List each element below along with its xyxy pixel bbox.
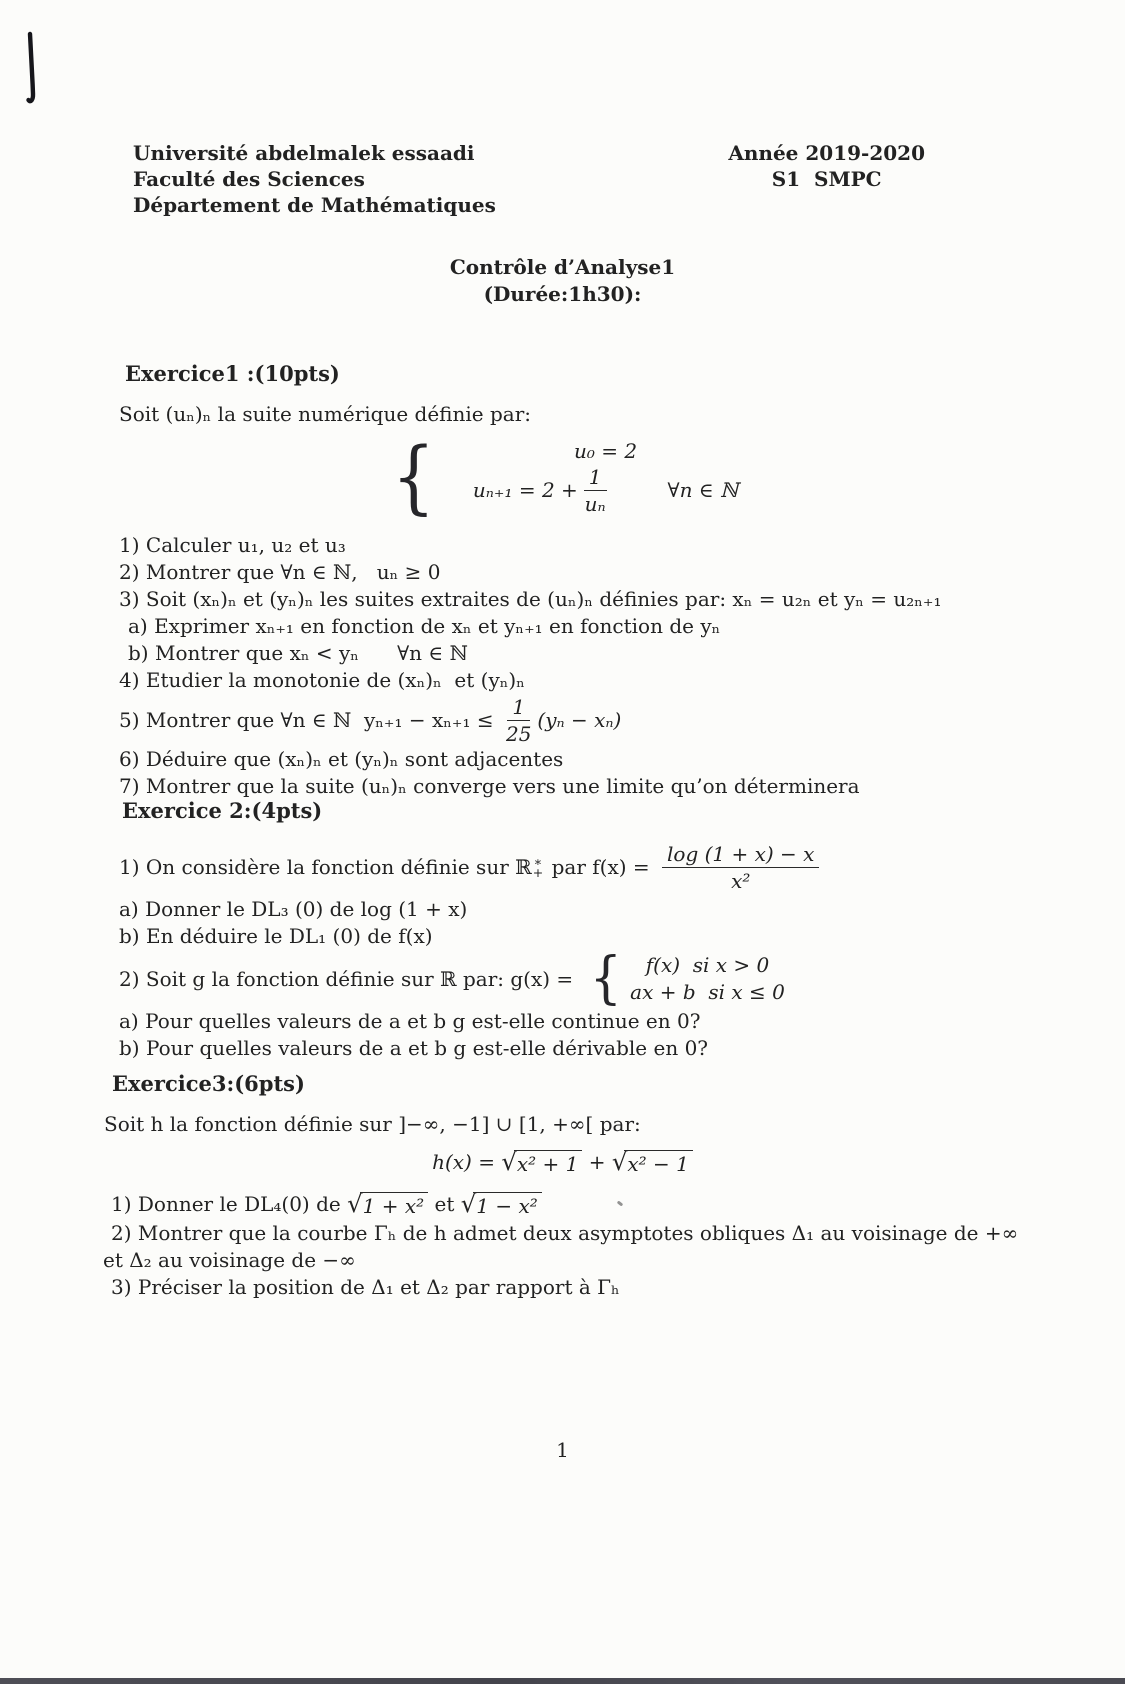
radicand: x² + 1 [514,1150,583,1175]
system-eq2 [473,465,738,516]
ex3-item-2-line2: et Δ₂ au voisinage de −∞ [103,1248,356,1272]
ex1-item-2: 2) Montrer que ∀n ∈ ℕ, uₙ ≥ 0 [119,560,441,584]
cases [630,952,785,1006]
formula-lhs: h(x) = [432,1150,502,1174]
radical-sign: √ [501,1146,517,1176]
page-number: 1 [556,1438,569,1462]
program-code: S1 SMPC [771,167,882,191]
recurrence-system [0,430,1125,523]
ex3-item-3: 3) Préciser la position de Δ₁ et Δ₂ par rapport à Γₕ [111,1275,620,1299]
document-header [133,140,925,218]
faculty-name: Faculté des Sciences [133,167,365,191]
ex1-item-1: 1) Calculer u₁, u₂ et u₃ [119,533,346,557]
system-eq1: u₀ = 2 [574,438,638,463]
fraction-denominator: 25 [505,721,532,746]
ex1-item-5 [0,694,1125,746]
university-name: Université abdelmalek essaadi [133,141,475,165]
exercise-2 [0,797,1125,1062]
fraction-numerator: 1 [584,465,607,491]
ex1-item-3a: a) Exprimer xₙ₊₁ en fonction de xₙ et yₙ₊₁ en fonction de yₙ [128,614,721,638]
scan-bottom-edge [0,1678,1125,1684]
system-equations [473,439,738,516]
ex2-item-1 [0,838,1125,896]
exam-title: Contrôle d’Analyse1 [449,255,676,279]
set-symbol: ℝ [515,855,532,879]
radical-sign: √ [347,1188,363,1218]
fraction [662,842,819,893]
institution-block [133,140,496,218]
radicand: 1 + x² [360,1192,429,1217]
ex2-item-2a: a) Pour quelles valeurs de a et b g est-elle continue en 0? [119,1009,701,1033]
case-2: ax + b si x ≤ 0 [630,980,785,1004]
fraction-denominator: x² [731,868,751,893]
exercise-3-intro: Soit h la fonction définie sur ]−∞, −1] ∪ [1, +∞[ par: [104,1112,641,1136]
ex2-item-1b: b) En déduire le DL₁ (0) de f(x) [119,924,433,948]
exercise-3 [0,1070,1125,1301]
formula-operator: + [582,1150,612,1174]
ex3-item-1-mid: et [428,1192,461,1216]
set-superscript: ∗ [533,854,543,869]
ex1-item-5-post: (yₙ − xₙ) [537,708,622,732]
ex1-item-6: 6) Déduire que (xₙ)ₙ et (yₙ)ₙ sont adjacentes [119,747,564,771]
fraction-numerator: 1 [507,695,530,721]
system-eq2-lhs: uₙ₊₁ = 2 + [472,478,578,502]
set-subscript: + [532,865,544,880]
exercise-2-heading: Exercice 2:(4pts) [122,798,323,823]
fraction-numerator: log (1 + x) − x [662,842,819,868]
ex3-item-1 [0,1188,1125,1220]
ex2-item-2-pre: 2) Soit g la fonction définie sur ℝ par: g(x) = [119,967,580,991]
scan-artifact-mark [617,1200,624,1206]
ex3-item-2-line1: 2) Montrer que la courbe Γₕ de h admet deux asymptotes obliques Δ₁ au voisinage de +∞ [111,1221,1019,1245]
fraction [506,695,531,746]
academic-year: Année 2019-2020 [728,141,925,165]
fraction-denominator: uₙ [584,491,606,516]
exercise-1-intro: Soit (uₙ)ₙ la suite numérique définie par: [119,402,532,426]
exercise-1-heading: Exercice1 :(10pts) [125,361,340,386]
exercise-1 [0,360,1125,800]
radical-sign: √ [460,1188,477,1218]
exam-title-block [0,254,1125,308]
h-function-formula [0,1144,1125,1180]
ex1-item-3: 3) Soit (xₙ)ₙ et (yₙ)ₙ les suites extraites de (uₙ)ₙ définies par: xₙ = u₂ₙ et yₙ = u₂ₙ₊₁ [119,587,942,611]
ex1-item-4: 4) Etudier la monotonie de (xₙ)ₙ et (yₙ)ₙ [119,668,525,692]
square-root [501,1146,582,1176]
ex3-item-1-pre: 1) Donner le DL₄(0) de [111,1192,348,1216]
exam-duration: (Durée:1h30): [483,282,642,306]
ex1-item-5-pre: 5) Montrer que ∀n ∈ ℕ yₙ₊₁ − xₙ₊₁ ≤ [119,708,500,732]
exercise-3-heading: Exercice3:(6pts) [112,1071,305,1096]
square-root [460,1188,542,1218]
ex2-item-1a: a) Donner le DL₃ (0) de log (1 + x) [119,897,468,921]
ex1-item-3b: b) Montrer que xₙ < yₙ ∀n ∈ ℕ [128,641,468,665]
quantifier: ∀n ∈ ℕ [667,478,739,502]
ex2-item-2 [0,946,1125,1011]
session-block [728,140,925,218]
exercise-1-questions [0,532,1125,800]
ex1-item-7: 7) Montrer que la suite (uₙ)ₙ converge vers une limite qu’on déterminera [119,774,860,798]
radicand: x² − 1 [624,1150,693,1175]
square-root [347,1188,428,1218]
case-1: f(x) si x > 0 [645,953,770,977]
ex2-item-2b: b) Pour quelles valeurs de a et b g est-elle dérivable en 0? [119,1036,709,1060]
ex2-item-1-mid: par f(x) = [545,855,656,879]
left-brace: { [391,430,436,523]
radicand: 1 − x² [473,1192,542,1217]
left-brace: { [589,946,622,1011]
set-superscript-subscript [533,856,543,878]
fraction [584,465,607,516]
piecewise-definition [580,946,785,1011]
radical-sign: √ [611,1146,628,1176]
square-root [611,1146,693,1176]
ex2-item-1-pre: 1) On considère la fonction définie sur [119,855,516,879]
pen-mark [22,30,42,112]
department-name: Département de Mathématiques [133,193,496,217]
